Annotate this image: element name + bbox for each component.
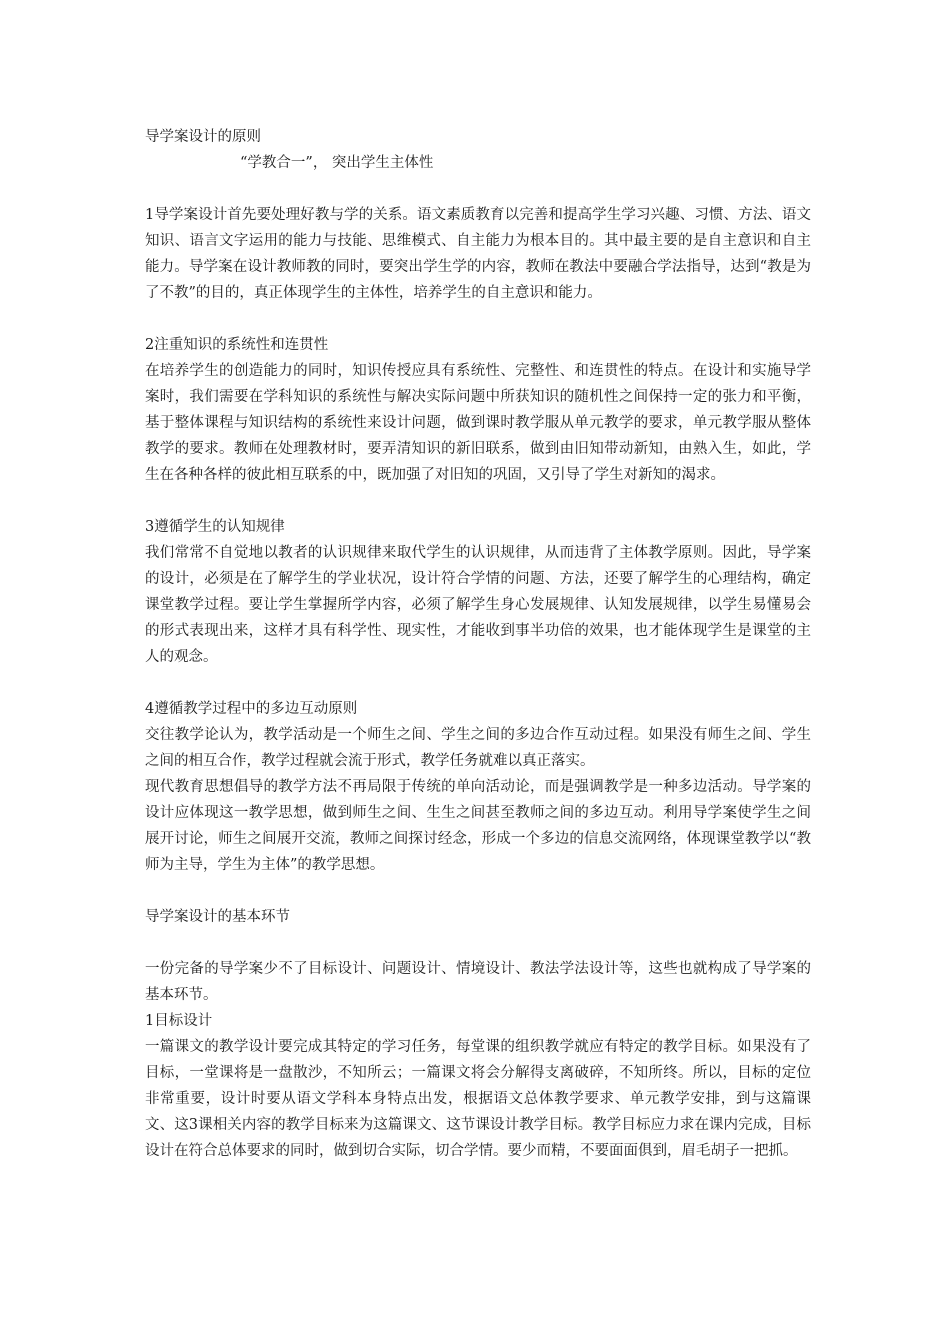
section-1-body: 1导学案设计首先要处理好教与学的关系。语文素质教育以完善和提高学生学习兴趣、习惯、方法、语文知识、语言文字运用的能力与技能、思维模式、自主能力为根本目的。其中最主要的是自主意识和自主能力。导学案在设计教师教的同时，要突出学生学的内容，教师在教法中要融合学法指导，达到“教是为了不教”的目的，真正体现学生的主体性，培养学生的自主意识和能力。 [145,207,811,301]
spacer [145,930,811,956]
part-2-title: 导学案设计的基本环节 [145,909,290,925]
section-4-body-2: 现代教育思想倡导的教学方法不再局限于传统的单向活动论，而是强调教学是一种多边活动。导学案的设计应体现这一教学思想，做到师生之间、生生之间甚至教师之间的多边互动。利用导学案使学生之间展开讨论，师生之间展开交流，教师之间探讨经念，形成一个多边的信息交流网络，体现课堂教学以“教师为主导，学生为主体”的教学思想。 [145,779,811,873]
document-subtitle: “学教合一”， 突出学生主体性 [240,155,434,171]
section-2-body: 在培养学生的创造能力的同时，知识传授应具有系统性、完整性、和连贯性的特点。在设计和实施导学案时，我们需要在学科知识的系统性与解决实际问题中所获知识的随机性之间保持一定的张力和平衡，基于整体课程与知识结构的系统性来设计问题，做到课时教学服从单元教学的要求，单元教学服从整体教学的要求。教师在处理教材时，要弄清知识的新旧联系，做到由旧知带动新知，由熟入生，如此，学生在各种各样的彼此相互联系的中，既加强了对旧知的巩固，又引导了学生对新知的渴求。 [145,363,811,483]
part-2-body-1: 一篇课文的教学设计要完成其特定的学习任务，每堂课的组织教学就应有特定的教学目标。如果没有了目标，一堂课将是一盘散沙，不知所云；一篇课文将会分解得支离破碎，不知所终。所以，目标的定位非常重要，设计时要从语文学科本身特点出发，根据语文总体教学要求、单元教学安排，到与这篇课文、这3课相关内容的教学目标来为这篇课文、这节课设计教学目标。教学目标应力求在课内完成，目标设计在符合总体要求的同时，做到切合实际，切合学情。要少而精，不要面面俱到，眉毛胡子一把抓。 [145,1039,811,1159]
spacer [145,878,811,904]
document-page [145,124,811,1164]
section-2-heading: 2注重知识的系统性和连贯性 [145,337,329,353]
section-3-heading: 3遵循学生的认知规律 [145,519,285,535]
section-4-heading: 4遵循教学过程中的多边互动原则 [145,701,358,717]
section-3-body: 我们常常不自觉地以教者的认识规律来取代学生的认识规律，从而违背了主体教学原则。因此，导学案的设计，必须是在了解学生的学业状况，设计符合学情的问题、方法，还要了解学生的心理结构，确定课堂教学过程。要让学生掌握所学内容，必须了解学生身心发展规律、认知发展规律，以学生易懂易会的形式表现出来，这样才具有科学性、现实性，才能收到事半功倍的效果，也才能体现学生是课堂的主人的观念。 [145,545,811,665]
part-2-heading-1: 1目标设计 [145,1013,213,1029]
spacer [145,176,811,202]
document-title: 导学案设计的原则 [145,129,261,145]
spacer [145,670,811,696]
section-4-body-1: 交往教学论认为，教学活动是一个师生之间、学生之间的多边合作互动过程。如果没有师生之间、学生之间的相互合作，教学过程就会流于形式，教学任务就难以真正落实。 [145,727,811,769]
part-2-intro: 一份完备的导学案少不了目标设计、问题设计、情境设计、教法学法设计等，这些也就构成了导学案的基本环节。 [145,961,811,1003]
spacer [145,488,811,514]
spacer [145,306,811,332]
